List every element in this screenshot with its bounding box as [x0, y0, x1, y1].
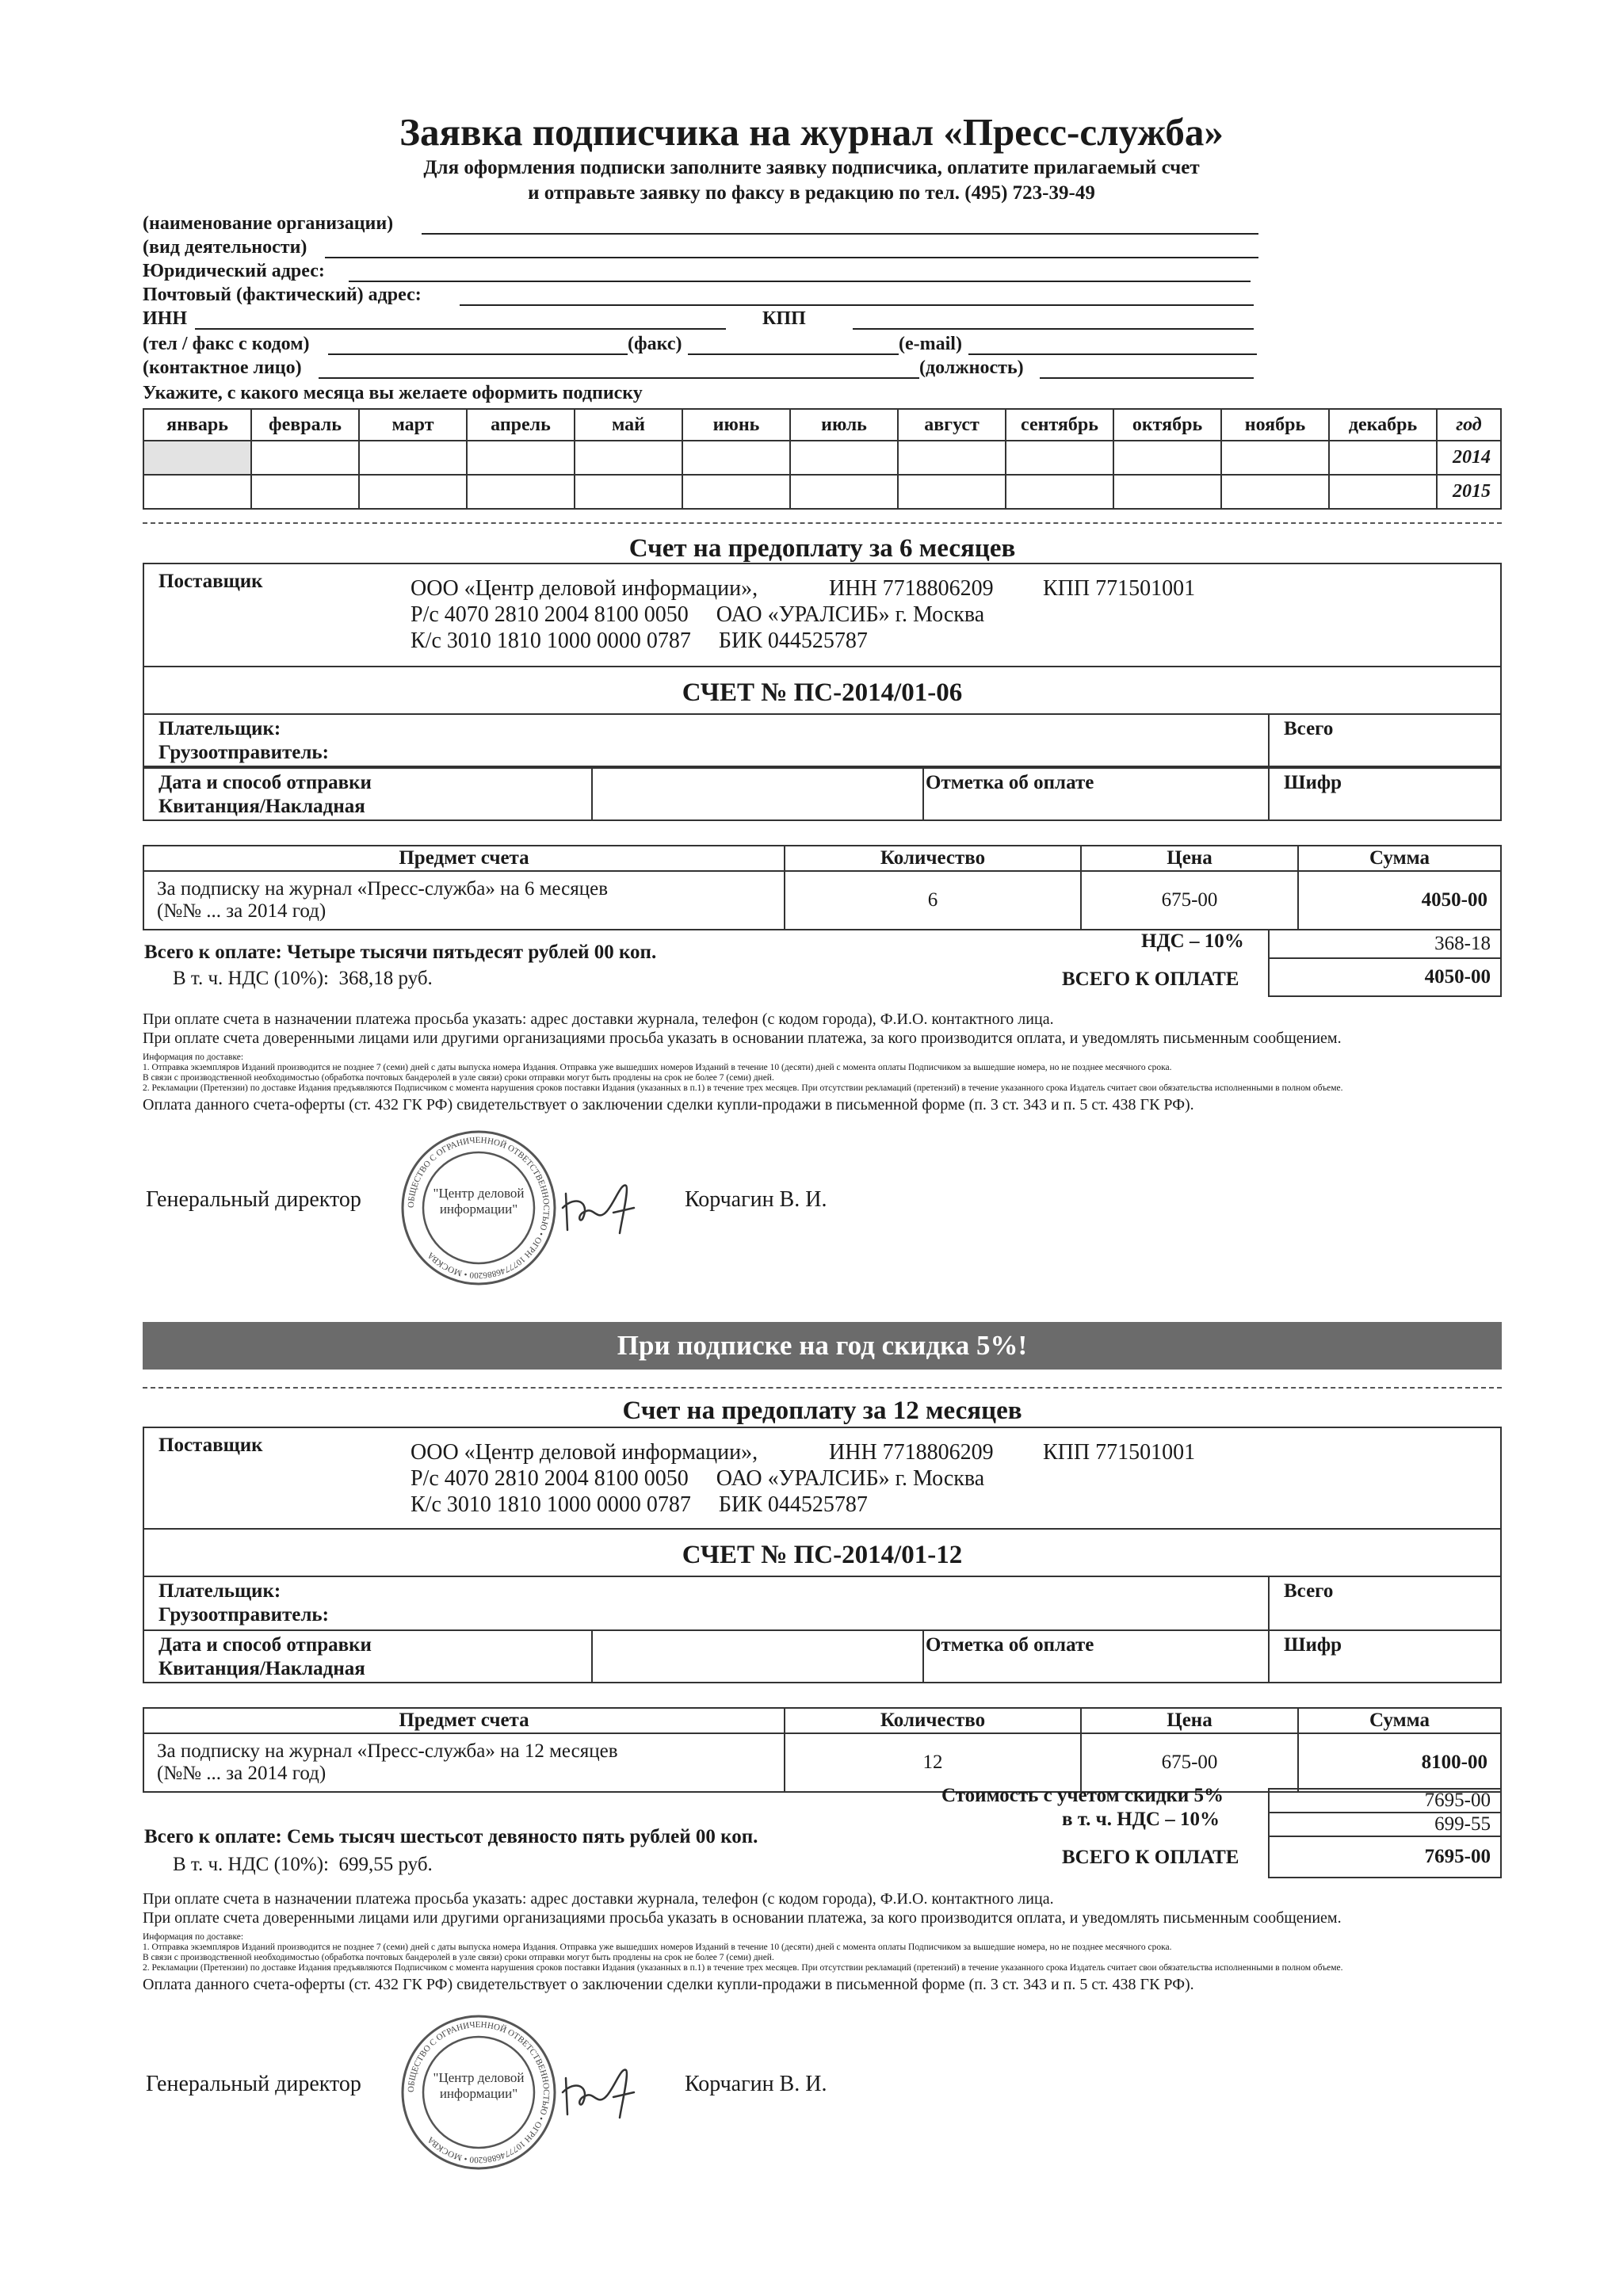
payment-mark-label: Отметка об оплате — [926, 772, 1094, 793]
month-header: август — [898, 409, 1006, 441]
supplier-name: ООО «Центр деловой информации», — [411, 576, 758, 601]
signatory-role: Генеральный директор — [146, 1187, 361, 1212]
month-cell[interactable] — [251, 441, 359, 475]
kpp-field[interactable] — [853, 328, 1254, 330]
invoice-title: Счет на предоплату за 12 месяцев — [622, 1396, 1022, 1425]
month-cell[interactable] — [682, 475, 790, 509]
delivery-info-title: Информация по доставке: — [143, 1932, 244, 1942]
supplier-account: Р/с 4070 2810 2004 8100 0050 ОАО «УРАЛСИБ» г. Москва — [411, 602, 985, 627]
month-cell[interactable] — [898, 475, 1006, 509]
year-header: год — [1437, 409, 1501, 441]
delivery-info-2: В связи с производственной необходимостью (обработка почтовых бандеролей в узле связи) сроки отправки могут быть продлены на срок не более 7 (семи) дней. — [143, 1073, 774, 1083]
grand-total-value: 7695-00 — [1269, 1836, 1501, 1878]
supplier-inn: ИНН 7718806209 — [829, 1440, 994, 1465]
invoice-number: СЧЕТ № ПС-2014/01-12 — [682, 1541, 963, 1569]
col-qty: Количество — [785, 846, 1081, 871]
activity-field[interactable] — [325, 257, 1258, 258]
month-header: сентябрь — [1006, 409, 1113, 441]
supplier-kpp: КПП 771501001 — [1043, 576, 1196, 601]
supplier-kpp: КПП 771501001 — [1043, 1440, 1196, 1465]
phone-field[interactable] — [328, 353, 628, 355]
company-stamp-icon — [399, 1129, 661, 1287]
invoice-title: Счет на предоплату за 6 месяцев — [628, 534, 1016, 563]
item-description — [143, 871, 785, 930]
contact-label: (контактное лицо) — [143, 357, 302, 378]
month-cell[interactable] — [1113, 475, 1221, 509]
org-label: (наименование организации) — [143, 213, 394, 234]
month-cell[interactable] — [1006, 475, 1113, 509]
month-cell[interactable] — [143, 475, 251, 509]
cut-line — [143, 1387, 1502, 1389]
instruction-line-2: и отправьте заявку по факсу в редакцию по тел. (495) 723-39-49 — [528, 182, 1095, 204]
discount-value: 7695-00 — [1269, 1789, 1501, 1813]
total-label: Всего — [1284, 718, 1334, 739]
contact-field[interactable] — [319, 377, 919, 379]
item-sum: 4050-00 — [1298, 871, 1501, 930]
payment-mark-label: Отметка об оплате — [926, 1634, 1094, 1656]
item-sum: 8100-00 — [1298, 1733, 1501, 1792]
fax-label: (факс) — [628, 334, 682, 354]
ship-date-label: Дата и способ отправки — [158, 1634, 372, 1656]
month-header: апрель — [467, 409, 575, 441]
col-price: Цена — [1081, 1708, 1298, 1733]
ship-date-label: Дата и способ отправки — [158, 772, 372, 793]
totals-table — [1268, 1788, 1502, 1878]
shipping-field[interactable] — [591, 767, 924, 821]
month-cell[interactable] — [467, 441, 575, 475]
item-price: 675-00 — [1081, 1733, 1298, 1792]
month-header: октябрь — [1113, 409, 1221, 441]
page-title: Заявка подписчика на журнал «Пресс-служба» — [399, 110, 1224, 154]
stamp-ring-text: ОБЩЕСТВО С ОГРАНИЧЕННОЙ ОТВЕТСТВЕННОСТЬЮ • ОГРН 1077746886200 • МОСКВА — [406, 1135, 552, 1281]
col-item: Предмет счета — [143, 1708, 785, 1733]
delivery-info-1: 1. Отправка экземпляров Изданий производится не позднее 7 (семи) дней с даты выпуска номера Издания. Отправка уже вышедших номеров Изданий в течение 10 (десяти) дней с момента оплаты Подписчиком за вышедшие номера, но не позднее месячного срока. — [143, 1943, 1172, 1952]
totals-table — [1268, 929, 1502, 997]
payer-label: Плательщик: — [158, 718, 281, 739]
delivery-info-3: 2. Рекламации (Претензии) по доставке Издания предъявляются Подписчиком с момента нарушения сроков поставки Издания (указанных в п.1) в течение трех месяцев. При отсутствии рекламаций (претензий) в течение указанного срока Издатель считает свои обязательства исполненными в полном объеме. — [143, 1083, 1343, 1093]
total-label: Всего — [1284, 1580, 1334, 1602]
year-cell: 2014 — [1437, 441, 1501, 475]
position-field[interactable] — [1040, 377, 1254, 379]
vat-label: в т. ч. НДС – 10% — [1062, 1809, 1220, 1830]
inn-field[interactable] — [195, 328, 726, 330]
fax-field[interactable] — [688, 353, 899, 355]
cipher-label: Шифр — [1284, 1634, 1342, 1656]
month-cell[interactable] — [359, 475, 467, 509]
month-cell[interactable] — [1221, 441, 1329, 475]
supplier-label: Поставщик — [158, 571, 263, 592]
month-cell[interactable] — [1221, 475, 1329, 509]
legal-address-label: Юридический адрес: — [143, 261, 325, 281]
item-line-1: За подписку на журнал «Пресс-служба» на 6 месяцев — [157, 878, 608, 900]
offer-note: Оплата данного счета-оферты (ст. 432 ГК РФ) свидетельствует о заключении сделки купли-продажи в письменной форме (п. 3 ст. 343 и п. 5 ст. 438 ГК РФ). — [143, 1976, 1194, 1993]
stamp-center-text: "Центр деловой информации" — [433, 1186, 525, 1217]
company-stamp-icon — [399, 2013, 661, 2172]
email-field[interactable] — [968, 353, 1257, 355]
month-header: июль — [790, 409, 898, 441]
month-cell[interactable] — [575, 441, 682, 475]
month-cell[interactable] — [251, 475, 359, 509]
grand-total-label: ВСЕГО К ОПЛАТЕ — [1062, 968, 1239, 990]
delivery-info-3: 2. Рекламации (Претензии) по доставке Издания предъявляются Подписчиком с момента нарушения сроков поставки Издания (указанных в п.1) в течение трех месяцев. При отсутствии рекламаций (претензий) в течение указанного срока Издатель считает свои обязательства исполненными в полном объеме. — [143, 1963, 1343, 1973]
stamp-ring-text: ОБЩЕСТВО С ОГРАНИЧЕННОЙ ОТВЕТСТВЕННОСТЬЮ • ОГРН 1077746886200 • МОСКВА — [406, 2019, 552, 2165]
item-description — [143, 1733, 785, 1792]
vat-in-words: В т. ч. НДС (10%): 699,55 руб. — [173, 1854, 433, 1875]
discount-banner: При подписке на год скидка 5%! — [143, 1322, 1502, 1370]
total-in-words: Всего к оплате: Четыре тысячи пятьдесят рублей 00 коп. — [144, 942, 657, 963]
vat-value: 368-18 — [1269, 930, 1501, 958]
col-qty: Количество — [785, 1708, 1081, 1733]
col-sum: Сумма — [1298, 846, 1501, 871]
month-cell[interactable] — [1329, 441, 1437, 475]
note-2: При оплате счета доверенными лицами или другими организациями просьба указать в основании платежа, за кого производится оплата, и уведомлять письменным сообщением. — [143, 1030, 1342, 1047]
month-cell[interactable] — [682, 441, 790, 475]
postal-address-field[interactable] — [460, 304, 1254, 306]
delivery-info-2: В связи с производственной необходимостью (обработка почтовых бандеролей в узле связи) сроки отправки могут быть продлены на срок не более 7 (семи) дней. — [143, 1953, 774, 1962]
supplier-inn: ИНН 7718806209 — [829, 576, 994, 601]
col-sum: Сумма — [1298, 1708, 1501, 1733]
item-qty: 6 — [785, 871, 1081, 930]
phone-label: (тел / факс с кодом) — [143, 334, 310, 354]
supplier-name: ООО «Центр деловой информации», — [411, 1440, 758, 1465]
email-label: (e-mail) — [899, 334, 962, 354]
month-header: июнь — [682, 409, 790, 441]
month-header: май — [575, 409, 682, 441]
year-cell: 2015 — [1437, 475, 1501, 509]
cut-line — [143, 522, 1502, 524]
inn-label: ИНН — [143, 308, 188, 329]
month-cell[interactable] — [790, 441, 898, 475]
signatory-role: Генеральный директор — [146, 2072, 361, 2096]
position-label: (должность) — [919, 357, 1024, 378]
note-2: При оплате счета доверенными лицами или другими организациями просьба указать в основании платежа, за кого производится оплата, и уведомлять письменным сообщением. — [143, 1909, 1342, 1927]
month-cell[interactable] — [575, 475, 682, 509]
grand-total-value: 4050-00 — [1269, 958, 1501, 996]
month-cell[interactable] — [1329, 475, 1437, 509]
item-line-2: (№№ ... за 2014 год) — [157, 1763, 327, 1784]
supplier-account: Р/с 4070 2810 2004 8100 0050 ОАО «УРАЛСИБ» г. Москва — [411, 1466, 985, 1491]
month-header: декабрь — [1329, 409, 1437, 441]
divider — [143, 1528, 1502, 1530]
month-cell[interactable] — [143, 441, 251, 475]
item-qty: 12 — [785, 1733, 1081, 1792]
receipt-label: Квитанция/Накладная — [158, 796, 365, 817]
month-header: февраль — [251, 409, 359, 441]
month-cell[interactable] — [359, 441, 467, 475]
note-1: При оплате счета в назначении платежа просьба указать: адрес доставки журнала, телефон (с кодом города), Ф.И.О. контактного лица. — [143, 1010, 1054, 1028]
supplier-corr-account: К/с 3010 1810 1000 0000 0787 БИК 044525787 — [411, 628, 868, 653]
vat-label: НДС – 10% — [1141, 930, 1244, 952]
month-cell[interactable] — [1113, 441, 1221, 475]
vat-in-words: В т. ч. НДС (10%): 368,18 руб. — [173, 968, 433, 989]
month-cell[interactable] — [1006, 441, 1113, 475]
offer-note: Оплата данного счета-оферты (ст. 432 ГК РФ) свидетельствует о заключении сделки купли-продажи в письменной форме (п. 3 ст. 343 и п. 5 ст. 438 ГК РФ). — [143, 1096, 1194, 1114]
month-header: ноябрь — [1221, 409, 1329, 441]
col-price: Цена — [1081, 846, 1298, 871]
shipper-label: Грузоотправитель: — [158, 1604, 329, 1626]
total-in-words: Всего к оплате: Семь тысяч шестьсот девяносто пять рублей 00 коп. — [144, 1826, 758, 1847]
items-table — [143, 1707, 1502, 1793]
month-header: январь — [143, 409, 251, 441]
postal-address-label: Почтовый (фактический) адрес: — [143, 285, 422, 305]
receipt-label: Квитанция/Накладная — [158, 1658, 365, 1679]
shipping-field[interactable] — [591, 1629, 924, 1683]
signature-scribble — [563, 1186, 634, 1233]
item-line-1: За подписку на журнал «Пресс-служба» на 12 месяцев — [157, 1740, 618, 1762]
item-price: 675-00 — [1081, 871, 1298, 930]
invoice-number: СЧЕТ № ПС-2014/01-06 — [682, 678, 963, 707]
note-1: При оплате счета в назначении платежа просьба указать: адрес доставки журнала, телефон (с кодом города), Ф.И.О. контактного лица. — [143, 1890, 1054, 1908]
month-cell[interactable] — [790, 475, 898, 509]
month-cell[interactable] — [467, 475, 575, 509]
signature-scribble — [563, 2070, 634, 2118]
cipher-label: Шифр — [1284, 772, 1342, 793]
legal-address-field[interactable] — [349, 281, 1251, 282]
kpp-label: КПП — [762, 308, 806, 329]
supplier-label: Поставщик — [158, 1435, 263, 1456]
supplier-corr-account: К/с 3010 1810 1000 0000 0787 БИК 044525787 — [411, 1492, 868, 1517]
item-line-2: (№№ ... за 2014 год) — [157, 900, 327, 922]
discount-label: Стоимость с учетом скидки 5% — [941, 1785, 1224, 1806]
delivery-info-1: 1. Отправка экземпляров Изданий производится не позднее 7 (семи) дней с даты выпуска номера Издания. Отправка уже вышедших номеров Изданий в течение 10 (десяти) дней с момента оплаты Подписчиком за вышедшие номера, но не позднее месячного срока. — [143, 1063, 1172, 1072]
grand-total-label: ВСЕГО К ОПЛАТЕ — [1062, 1847, 1239, 1868]
activity-label: (вид деятельности) — [143, 237, 307, 258]
month-table — [143, 408, 1502, 510]
delivery-info-title: Информация по доставке: — [143, 1052, 244, 1062]
signatory-name: Корчагин В. И. — [685, 2072, 827, 2096]
stamp-center-text: "Центр деловой информации" — [433, 2070, 525, 2101]
signatory-name: Корчагин В. И. — [685, 1187, 827, 1212]
month-prompt: Укажите, с какого месяца вы желаете оформить подписку — [143, 383, 643, 403]
month-header: март — [359, 409, 467, 441]
month-cell[interactable] — [898, 441, 1006, 475]
divider — [143, 666, 1502, 667]
col-item: Предмет счета — [143, 846, 785, 871]
payer-label: Плательщик: — [158, 1580, 281, 1602]
instruction-line-1: Для оформления подписки заполните заявку подписчика, оплатите прилагаемый счет — [423, 157, 1200, 178]
org-field[interactable] — [422, 233, 1258, 235]
vat-value: 699-55 — [1269, 1813, 1501, 1836]
items-table — [143, 845, 1502, 930]
shipper-label: Грузоотправитель: — [158, 742, 329, 763]
